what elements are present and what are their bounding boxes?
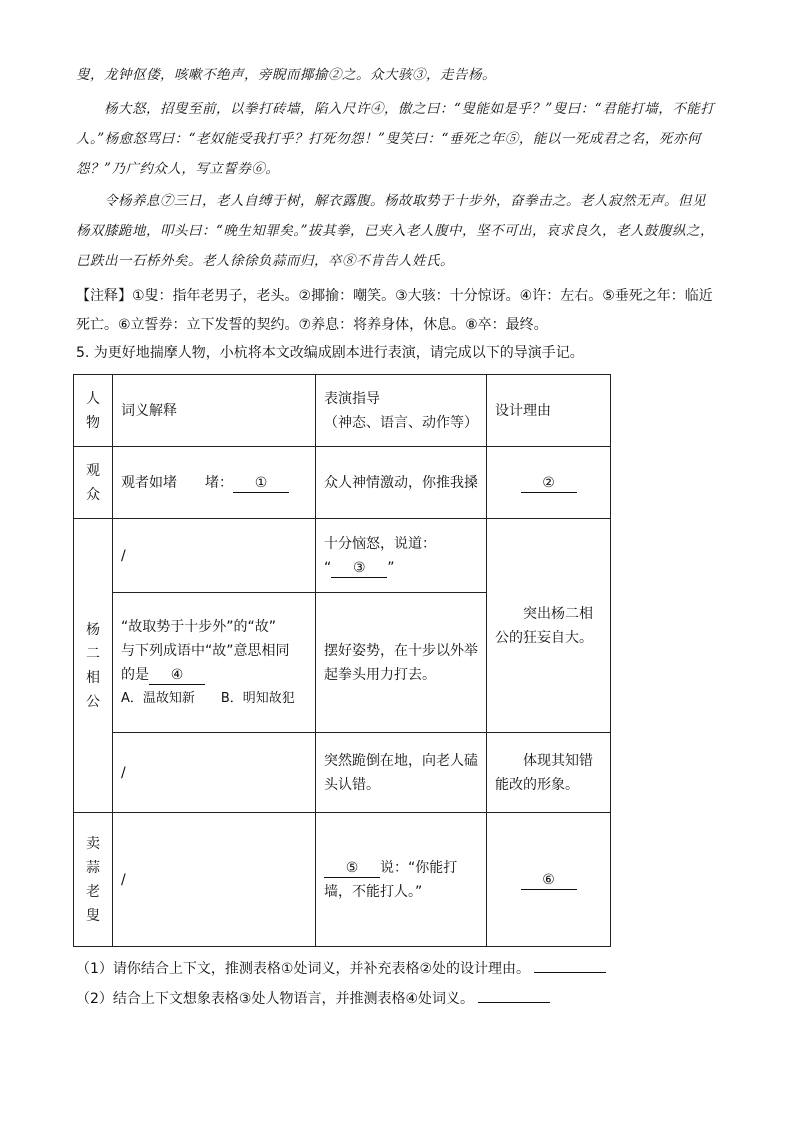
yang-row3-meaning: / <box>113 733 316 813</box>
yang-row-3 <box>74 733 611 813</box>
blank-3[interactable]: ③ <box>331 559 387 578</box>
oldman-row <box>74 813 611 947</box>
yang-row1-guide: 十分恼怒，说道： “ ③ ” <box>316 519 487 593</box>
blank-4[interactable]: ④ <box>149 666 205 685</box>
answer-line-2[interactable] <box>478 988 550 1003</box>
blank-6[interactable]: ⑥ <box>521 871 577 890</box>
blank-1[interactable]: ① <box>233 474 289 493</box>
blank-2[interactable]: ② <box>521 474 577 493</box>
yang-row2-meaning: “故取势于十步外”的“故” 与下列成语中“故”意思相同 的是 ④ A．温故知新 B．明知故犯 <box>113 593 316 733</box>
answer-line-1[interactable] <box>534 958 606 973</box>
header-reason-cell: 设计理由 <box>487 375 611 447</box>
followup-question-1: （1）请你结合上下文，推测表格①处词义，并补充表格②处的设计理由。 <box>76 958 606 978</box>
oldman-meaning: / <box>113 813 316 947</box>
director-notes-table <box>73 374 611 947</box>
role-audience: 观 众 <box>74 447 113 519</box>
yang-row3-guide: 突然跪倒在地，向老人磕头认错。 <box>316 733 487 813</box>
yang-reason-cell: 突出杨二相公的狂妄自大。 <box>487 519 611 733</box>
audience-guide-cell: 众人神情激动，你推我搡 <box>316 447 487 519</box>
blank-5[interactable]: ⑤ <box>324 859 380 878</box>
oldman-guide: ⑤ 说：“你能打墙，不能打人。” <box>316 813 487 947</box>
choice-options: A．温故知新 B．明知故犯 <box>121 690 295 706</box>
role-oldman: 卖 蒜 老 叟 <box>74 813 113 947</box>
passage-paragraph-1: 叟，龙钟伛偻，咳嗽不绝声，旁睨而揶揄②之。众大骇③，走告杨。 <box>76 67 496 83</box>
passage-paragraph-3: 令杨养息⑦三日，老人自缚于树，解衣露腹。杨故取势于十步外，奋拳击之。老人寂然无声。但见杨双膝跪地，叩头曰：“晚生知罪矣。”拔其拳，已夹入老人腹中，坚不可出，哀求良久，老人鼓腹纵之，已跌出一石桥外矣。老人徐徐负蒜而归，卒⑧不肯告人姓氏。 <box>76 193 715 269</box>
yang-row3-reason: 体现其知错能改的形象。 <box>487 733 611 813</box>
yang-row2-guide: 摆好姿势，在十步以外举起拳头用力打去。 <box>316 593 487 733</box>
header-meaning-cell: 词义解释 <box>113 375 316 447</box>
yang-row-1 <box>74 519 611 593</box>
audience-meaning-cell: 观者如堵 堵： ① <box>113 447 316 519</box>
annotation-notes: 【注释】①叟：指年老男子，老头。②揶揄：嘲笑。③大骇：十分惊讶。④许：左右。⑤垂死之年：临近死亡。⑥立誓券：立下发誓的契约。⑦养息：将养身体，休息。⑧卒：最终。 <box>76 288 713 333</box>
header-guide-cell: 表演指导 （神态、语言、动作等） <box>316 375 487 447</box>
followup-question-2: （2）结合上下文想象表格③处人物语言，并推测表格④处词义。 <box>76 988 550 1008</box>
audience-row <box>74 447 611 519</box>
passage-paragraph-2: 杨大怒，招叟至前，以拳打砖墙，陷入尺许④，傲之曰：“叟能如是乎？”叟曰：“君能打墙，不能打人。”杨愈怒骂曰：“老奴能受我打乎？打死勿怨！”叟笑曰：“垂死之年⑤，能以一死成君之名，死亦何怨？”乃广约众人，写立誓券⑥。 <box>76 101 715 177</box>
header-role-cell: 人 物 <box>74 375 113 447</box>
table-header-row <box>74 375 611 447</box>
role-yang: 杨 二 相 公 <box>74 519 113 813</box>
yang-row1-meaning: / <box>113 519 316 593</box>
audience-reason-cell <box>487 447 611 519</box>
oldman-reason <box>487 813 611 947</box>
question-5: 5. 为更好地揣摩人物，小杭将本文改编成剧本进行表演，请完成以下的导演手记。 <box>76 345 584 361</box>
